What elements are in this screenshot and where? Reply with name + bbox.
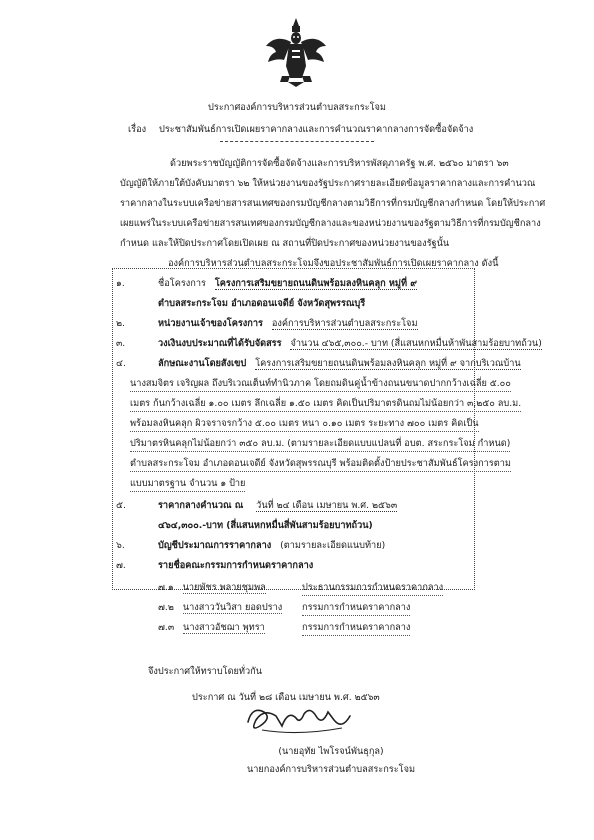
item-label: รายชื่อคณะกรรมการกำหนดราคากลาง [158, 560, 314, 571]
intro-line: ด้วยพระราชบัญญัติการจัดซื้อจัดจ้างและการบริหารพัสดุภาครัฐ พ.ศ. ๒๕๖๐ มาตรา ๖๓ [170, 158, 509, 169]
item-number: ๒. [116, 318, 125, 329]
committee-row [158, 600, 282, 615]
committee-row [158, 580, 266, 595]
item-label: หน่วยงานเจ้าของโครงการ [158, 318, 263, 329]
reference-price-date: วันที่ ๒๔ เดือน เมษายน พ.ศ. ๒๕๖๓ [256, 500, 398, 511]
project-name: โครงการเสริมขยายถนนดินพร้อมลงหินคลุก หมู่ที่ ๙ [214, 278, 417, 289]
item-number: ๕. [116, 500, 126, 511]
header-divider [220, 141, 374, 142]
committee-member-role: กรรมการกำหนดราคากลาง [302, 620, 410, 636]
work-description: ปริมาตรหินคลุกไม่น้อยกว่า ๓๕๐ ลบ.ม. (ตามรายละเอียดแบบแปลนที่ อบต. สระกระโจม กำหนด) [130, 436, 510, 452]
committee-member-role: ประธานกรรมการกำหนดราคากลาง [302, 580, 443, 596]
item-label: ราคากลางคำนวณ ณ [158, 500, 244, 511]
item-4-line [158, 356, 521, 371]
intro-line: เผยแพร่ในระบบเครือข่ายสารสนเทศของกรมบัญชีกลางและของหน่วยงานของรัฐตามวิธีการที่กรมบัญชีกลาง [120, 218, 541, 229]
issuer-title: ประกาศองค์การบริหารส่วนตำบลสระกระโจม [208, 102, 386, 113]
signer-title: นายกองค์การบริหารส่วนตำบลสระกระโจม [246, 764, 416, 775]
work-description: เมตร ก้นกว้างเฉลี่ย ๑.๐๐ เมตร ลึกเฉลี่ย ๑.๕๐ เมตร คิดเป็นปริมาตรดินถมไม่น้อยกว่า ๓,๒๕๐ ลบ.ม. [130, 396, 521, 412]
item-number: ๔. [116, 358, 126, 369]
project-location: ตำบลสระกระโจม อำเภอดอนเจดีย์ จังหวัดสุพรรณบุรี [158, 298, 366, 309]
item-number: ๑. [116, 278, 125, 289]
committee-number: ๗.๓ [158, 622, 175, 633]
intro-line: ราคากลางในระบบเครือข่ายสารสนเทศของกรมบัญชีกลางตามวิธีการที่กรมบัญชีกลางกำหนด โดยให้ประกาศ [120, 198, 546, 209]
committee-row [158, 620, 265, 635]
item-number: ๖. [116, 540, 125, 551]
subject-line [128, 122, 473, 137]
work-description: แบบมาตรฐาน จำนวน ๑ ป้าย [130, 476, 245, 492]
closing-notice: จึงประกาศให้ทราบโดยทั่วกัน [148, 666, 262, 677]
intro-line: กำหนด และให้ปิดประกาศโดยเปิดเผย ณ สถานที่ปิดประกาศของหน่วยงานของรัฐนั้น [120, 238, 450, 249]
item-2-line [158, 316, 418, 331]
announcement-date: ประกาศ ณ วันที่ ๒๘ เดือน เมษายน พ.ศ. ๒๕๖๓ [192, 692, 380, 703]
owner-agency: องค์การบริหารส่วนตำบลสระกระโจม [271, 318, 418, 329]
estimate-note: (ตามรายละเอียดแนบท้าย) [280, 540, 386, 551]
committee-member-name: นางสาววันวิสา ยอดปราง [182, 602, 283, 613]
committee-number: ๗.๒ [158, 602, 174, 613]
committee-member-role: กรรมการกำหนดราคากลาง [302, 600, 410, 616]
budget-amount: จำนวน ๔๖๕,๓๐๐.- บาท (สี่แสนหกหมื่นห้าพันสามร้อยบาทถ้วน) [290, 338, 542, 349]
item-number: ๓. [116, 338, 126, 349]
item-label: วงเงินงบประมาณที่ได้รับจัดสรร [158, 338, 282, 349]
work-description: โครงการเสริมขยายถนนดินพร้อมลงหินคลุก หมู่ที่ ๙ จากบริเวณบ้าน [255, 358, 521, 369]
intro-line: บัญญัติให้ภายใต้บังคับมาตรา ๖๒ ให้หน่วยงานของรัฐประกาศรายละเอียดข้อมูลราคากลางและการคำนวณ [120, 178, 536, 189]
reference-price-amount: ๔๖๔,๓๐๐.-บาท (สี่แสนหกหมื่นสี่พันสามร้อยบาทถ้วน) [158, 520, 373, 531]
item-3-line [158, 336, 542, 351]
item-label: บัญชีประมาณการราคากลาง [158, 540, 272, 551]
work-description: นางสมจิตร เจริญผล ถึงบริเวณเต็นท์ทำนิวภาค โดยถมดินคู่น้ำข้างถนนขนาดปากกว้างเฉลี่ย ๕.๐๐ [130, 376, 511, 392]
work-description: ตำบลสระกระโจม อำเภอดอนเจดีย์ จังหวัดสุพรรณบุรี พร้อมติดตั้งป้ายประชาสัมพันธ์โครงการตาม [130, 456, 511, 472]
item-1-line [158, 276, 417, 291]
signature [238, 700, 358, 740]
item-label: ลักษณะงานโดยสังเขป [158, 358, 247, 369]
committee-number: ๗.๑ [158, 582, 174, 593]
subject-label: เรื่อง [128, 124, 147, 135]
item-6-line [158, 538, 385, 553]
committee-member-name: นายพัชร พลายชุมพล [182, 582, 266, 593]
committee-member-name: นางสาวอัชฌา พุทรา [183, 622, 265, 633]
garuda-emblem [262, 16, 330, 88]
item-5-line [158, 498, 397, 513]
item-number: ๗. [116, 560, 126, 571]
subject-text: ประชาสัมพันธ์การเปิดเผยราคากลางและการคำนวณราคากลางการจัดซื้อจัดจ้าง [159, 124, 474, 135]
work-description: พร้อมลงหินคลุก ผิวจราจรกว้าง ๕.๐๐ เมตร หนา ๐.๑๐ เมตร ระยะทาง ๗๐๐ เมตร คิดเป็น [130, 416, 479, 432]
intro-line: องค์การบริหารส่วนตำบลสระกระโจมจึงขอประชาสัมพันธ์การเปิดเผยราคากลาง ดังนี้ [168, 258, 499, 269]
item-label: ชื่อโครงการ [158, 278, 206, 289]
signer-name: (นายอุทัย ไพโรจน์พันธุกุล) [278, 746, 384, 757]
